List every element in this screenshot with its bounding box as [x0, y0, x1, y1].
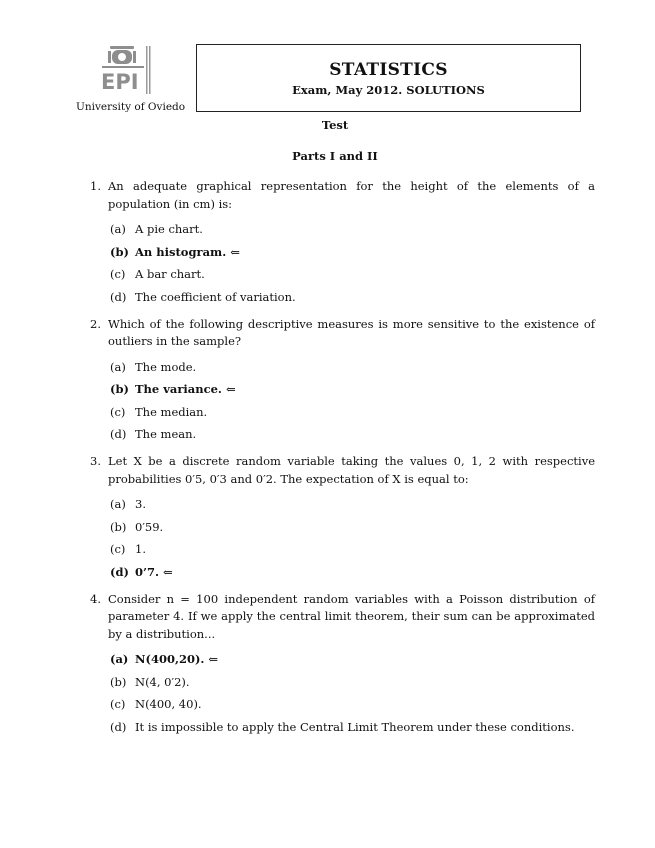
option-a	[108, 359, 595, 375]
option-list	[108, 359, 595, 443]
option-b	[108, 674, 595, 690]
question-text: Which of the following descriptive measures is more sensitive to the existence of outliers in the sample?	[108, 316, 595, 348]
option-label: (c)	[110, 542, 126, 556]
question-number: 2.	[90, 316, 101, 331]
option-label: (b)	[110, 674, 127, 689]
option-a-correct	[108, 651, 595, 667]
exam-title: STATISTICS	[329, 60, 448, 80]
option-text: A pie chart.	[135, 222, 203, 236]
option-text: An histogram.	[135, 244, 227, 259]
option-label: (a)	[110, 497, 126, 511]
question-number: 1.	[90, 179, 101, 193]
question-list	[90, 178, 595, 746]
option-list	[108, 221, 595, 305]
title-box	[196, 44, 581, 112]
option-label: (a)	[110, 359, 126, 374]
option-text: A bar chart.	[135, 267, 205, 281]
option-d	[108, 426, 595, 442]
option-text: The coefficient of variation.	[135, 289, 296, 304]
option-d	[108, 719, 595, 735]
option-label: (b)	[110, 244, 129, 259]
option-b	[108, 519, 595, 535]
option-label: (a)	[110, 222, 126, 236]
option-text: It is impossible to apply the Central Limit Theorem under these conditions.	[135, 719, 575, 734]
university-name: University of Oviedo	[76, 101, 186, 113]
question-2	[90, 316, 595, 443]
option-label: (d)	[110, 289, 127, 304]
option-label: (c)	[110, 267, 126, 281]
option-text: N(4, 0′2).	[135, 674, 190, 689]
option-label: (b)	[110, 382, 129, 396]
option-c	[108, 266, 595, 282]
option-d-correct	[108, 564, 595, 580]
answer-arrow-icon: ⇐	[163, 564, 173, 579]
option-text: 0’7.	[135, 564, 160, 579]
option-text: N(400,20).	[135, 652, 205, 666]
option-text: 3.	[135, 497, 146, 511]
test-heading: Test	[321, 118, 349, 132]
question-4	[90, 591, 595, 735]
question-3	[90, 453, 595, 580]
question-text: An adequate graphical representation for the height of the elements of a population (in cm) is:	[108, 179, 595, 211]
option-a	[108, 496, 595, 512]
exam-subtitle: Exam, May 2012. SOLUTIONS	[292, 83, 485, 97]
option-list	[108, 496, 595, 580]
option-c	[108, 541, 595, 557]
option-label: (b)	[110, 519, 127, 534]
question-number: 3.	[90, 454, 101, 468]
parts-heading: Parts I and II	[292, 149, 378, 163]
answer-arrow-icon: ⇐	[225, 382, 236, 396]
option-c	[108, 404, 595, 420]
option-text: The variance.	[135, 382, 222, 396]
option-label: (c)	[110, 404, 126, 419]
university-crest-logo	[96, 42, 154, 98]
option-label: (d)	[110, 719, 127, 734]
option-c	[108, 696, 595, 712]
option-text: 0′59.	[135, 519, 164, 534]
option-list	[108, 651, 595, 735]
option-text: N(400, 40).	[135, 697, 202, 711]
option-b-correct	[108, 381, 595, 397]
option-label: (c)	[110, 697, 126, 711]
question-1	[90, 178, 595, 305]
question-text: Consider n = 100 independent random variables with a Poisson distribution of parameter 4. If we apply the central limit theorem, their sum can be approximated by a distribution...	[108, 591, 595, 641]
option-text: 1.	[135, 542, 146, 556]
option-a	[108, 221, 595, 237]
question-number: 4.	[90, 591, 101, 606]
option-d	[108, 289, 595, 305]
answer-arrow-icon: ⇐	[208, 652, 219, 666]
option-text: The mode.	[135, 359, 197, 374]
answer-arrow-icon: ⇐	[230, 244, 240, 259]
question-text: Let X be a discrete random variable taking the values 0, 1, 2 with respective probabilities 0′5, 0′3 and 0′2. The expectation of X is equal to:	[108, 454, 595, 486]
option-text: The mean.	[135, 427, 197, 441]
option-b-correct	[108, 244, 595, 260]
option-label: (d)	[110, 427, 127, 441]
option-label: (d)	[110, 564, 129, 579]
logo-wordmark	[101, 70, 139, 94]
svg-text:EPI: EPI	[101, 70, 139, 94]
option-label: (a)	[110, 652, 129, 666]
option-text: The median.	[135, 404, 208, 419]
